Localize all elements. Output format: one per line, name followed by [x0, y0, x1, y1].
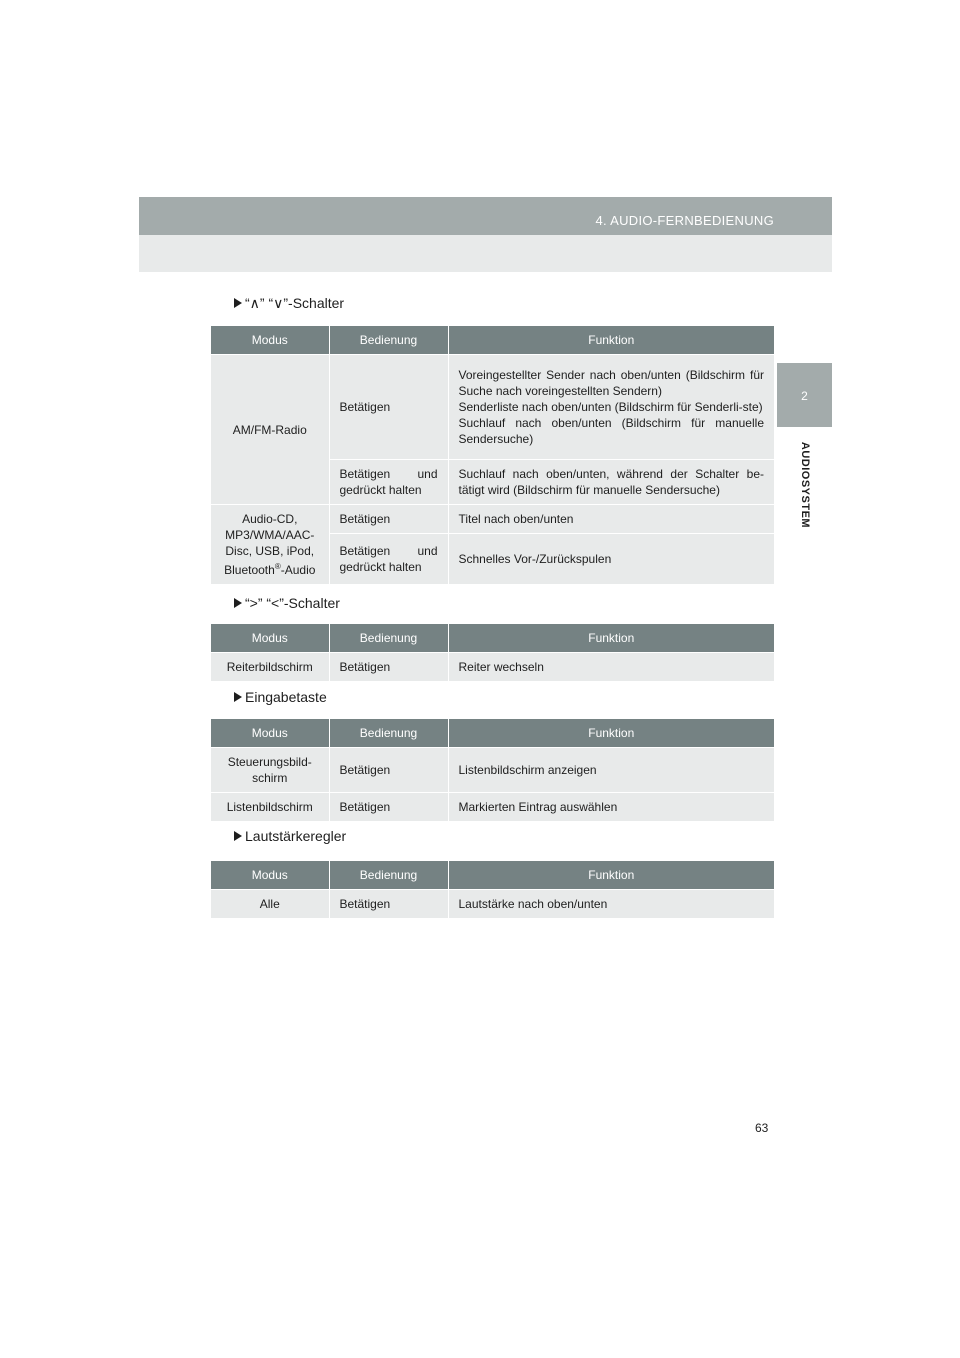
chapter-number: 2 [801, 389, 808, 403]
cell-function: Voreingestellter Sender nach oben/unten (Bildschirm für Suche nach voreingestellten Sendern) Senderliste nach oben/unten (Bildschirm für Senderli-ste) Suchlauf nach oben/unten (Bildschirm für manuelle Sendersuche) [448, 355, 774, 460]
section-heading-up-down [234, 295, 344, 312]
triangle-bullet-icon [234, 692, 242, 702]
triangle-bullet-icon [234, 831, 242, 841]
cell-mode [211, 505, 329, 585]
cell-function: Markierten Eintrag auswählen [448, 793, 774, 822]
cell-operation: Betätigen [329, 653, 448, 682]
cell-mode-text: Audio-CD, MP3/WMA/AAC-Disc, USB, iPod, Bluetooth [224, 512, 315, 577]
section-heading-enter-key [234, 689, 327, 705]
cell-operation: Betätigen [329, 890, 448, 919]
table-volume-control [211, 861, 774, 918]
triangle-bullet-icon [234, 598, 242, 608]
section-heading-volume [234, 828, 346, 844]
column-header-operation: Bedienung [329, 326, 448, 355]
table-row [211, 748, 774, 793]
chapter-label: AUDIOSYSTEM [799, 441, 811, 529]
page-number: 63 [755, 1121, 769, 1135]
column-header-operation: Bedienung [329, 624, 448, 653]
column-header-function: Funktion [448, 719, 774, 748]
table-up-down-switch [211, 326, 774, 584]
triangle-bullet-icon [234, 298, 242, 308]
table-header-row [211, 326, 774, 355]
table-row [211, 355, 774, 460]
registered-mark: ® [274, 562, 281, 571]
header-band-lower [139, 235, 832, 272]
section-heading-text: “>” “<”-Schalter [245, 595, 340, 611]
column-header-operation: Bedienung [329, 719, 448, 748]
section-heading-text: Lautstärkeregler [245, 828, 347, 844]
column-header-operation: Bedienung [329, 861, 448, 890]
table-enter-key [211, 719, 774, 821]
column-header-mode: Modus [211, 326, 329, 355]
cell-function: Suchlauf nach oben/unten, während der Schalter be-tätigt wird (Bildschirm für manuelle Sendersuche) [448, 460, 774, 505]
section-heading-text: “∧” “∨”-Schalter [245, 295, 345, 311]
cell-mode: Reiterbildschirm [211, 653, 329, 682]
table-row [211, 505, 774, 534]
cell-operation: Betätigen und gedrückt halten [329, 534, 448, 584]
table-header-row [211, 861, 774, 890]
cell-operation: Betätigen und gedrückt halten [329, 460, 448, 505]
table-header-row [211, 624, 774, 653]
table-row [211, 653, 774, 682]
column-header-function: Funktion [448, 624, 774, 653]
column-header-mode: Modus [211, 624, 329, 653]
cell-function: Listenbildschirm anzeigen [448, 748, 774, 793]
cell-mode-suffix: -Audio [280, 563, 316, 577]
section-heading-text: Eingabetaste [245, 689, 327, 705]
chapter-tab [777, 363, 832, 427]
cell-operation: Betätigen [329, 793, 448, 822]
table-row [211, 890, 774, 919]
column-header-function: Funktion [448, 861, 774, 890]
cell-operation: Betätigen [329, 505, 448, 534]
column-header-mode: Modus [211, 861, 329, 890]
cell-function: Reiter wechseln [448, 653, 774, 682]
cell-mode: Alle [211, 890, 329, 919]
table-row [211, 793, 774, 822]
cell-operation: Betätigen [329, 748, 448, 793]
cell-mode: Listenbildschirm [211, 793, 329, 822]
column-header-function: Funktion [448, 326, 774, 355]
cell-function: Schnelles Vor-/Zurückspulen [448, 534, 774, 584]
table-header-row [211, 719, 774, 748]
cell-mode: Steuerungsbild-schirm [211, 748, 329, 793]
section-title: 4. AUDIO-FERNBEDIENUNG [595, 213, 774, 228]
table-left-right-switch [211, 624, 774, 681]
column-header-mode: Modus [211, 719, 329, 748]
section-heading-left-right [234, 595, 340, 611]
cell-operation: Betätigen [329, 355, 448, 460]
header-band [139, 197, 832, 235]
cell-mode: AM/FM-Radio [211, 355, 329, 505]
cell-function: Titel nach oben/unten [448, 505, 774, 534]
cell-function: Lautstärke nach oben/unten [448, 890, 774, 919]
